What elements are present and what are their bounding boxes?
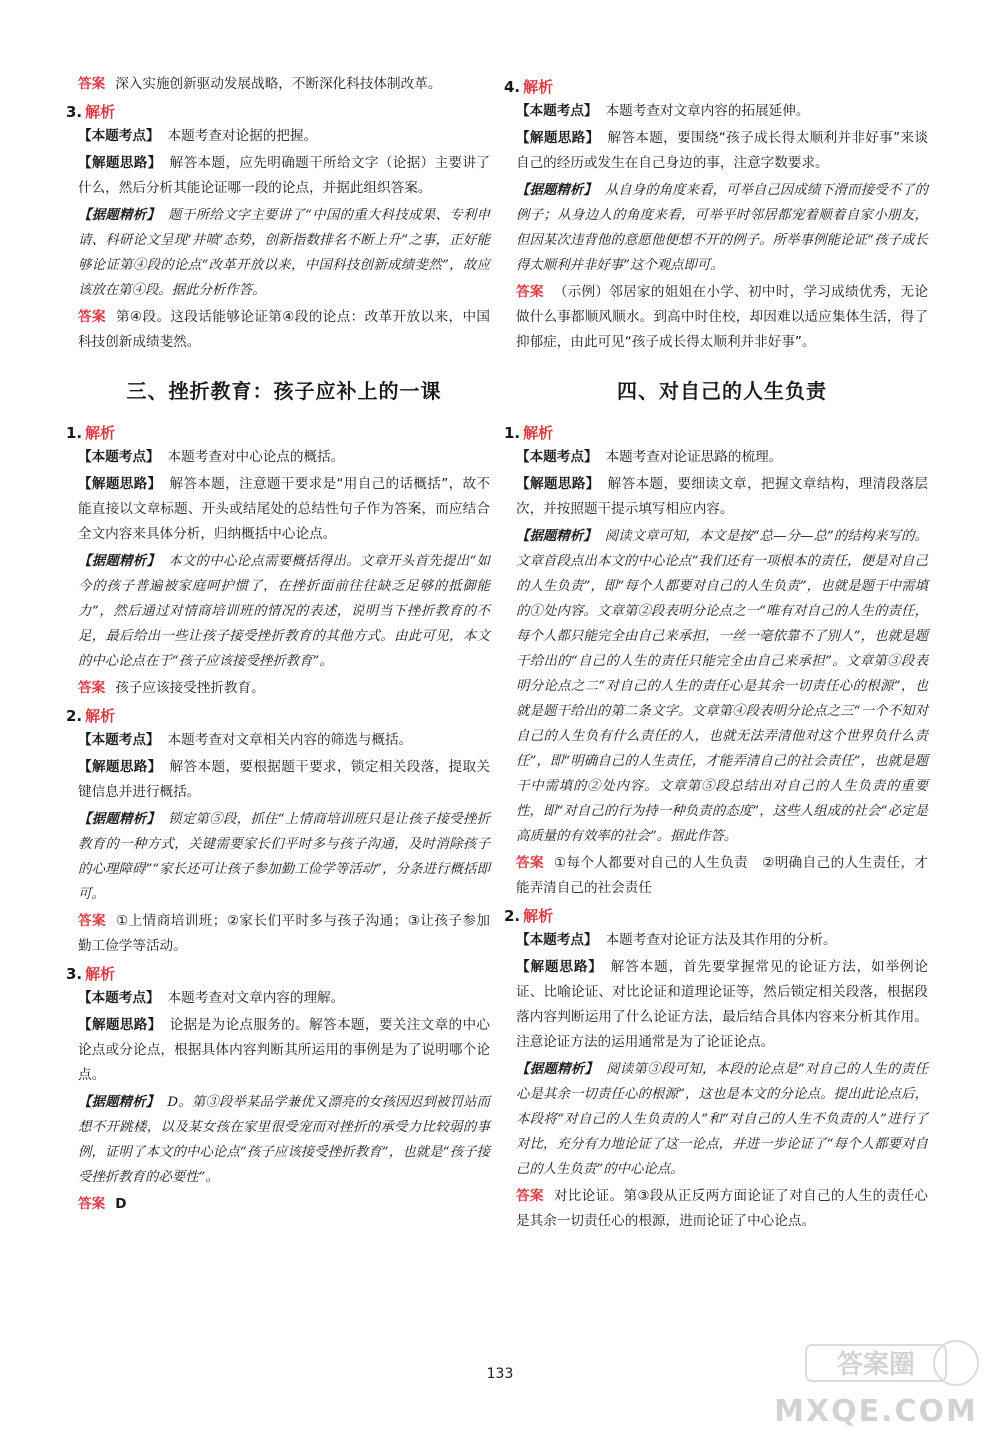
analysis-paragraph (78, 728, 490, 753)
answer-paragraph (516, 280, 928, 355)
paragraph-tag: 【据题精析】 (516, 528, 597, 544)
analysis-label: 解析 (85, 424, 116, 442)
paragraph-text: 题干所给文字主要讲了“中国的重大科技成果、专利申请、科研论文呈现‘井喷’态势，创新指数排名不断上升”之事，正好能够论证第④段的论点“改革开放以来，中国科技创新成绩斐然”，故应该放在第④段。据此分析作答。 (78, 208, 490, 298)
paragraph-text: D。第③段举某品学兼优又漂亮的女孩因迟到被罚站而想不开跳楼，以及某女孩在家里很受宠而对挫折的承受力比较弱的事例，证明了本文的中心论点“孩子应该接受挫折教育”，也就是“孩子接受挫折教育的必要性”。 (78, 1095, 491, 1185)
page-number: 133 (486, 1366, 514, 1382)
answer-label: 答案 (78, 680, 106, 696)
analysis-paragraph (78, 1090, 490, 1190)
question-heading (504, 905, 928, 926)
analysis-paragraph (516, 524, 928, 849)
answer-text: 孩子应该接受挫折教育。 (115, 680, 265, 696)
watermark-top-text: 答案圈 (836, 1350, 916, 1380)
paragraph-text: 本题考查对文章内容的理解。 (167, 990, 345, 1006)
paragraph-tag: 【本题考点】 (78, 128, 160, 144)
paragraph-text: 本题考查对中心论点的概括。 (167, 449, 345, 465)
question-heading (504, 422, 928, 443)
paragraph-text: 解答本题，注意题干要求是“用自己的话概括”，故不能直接以文章标题、开头或结尾处的总结性句子作为答案，而应结合全文内容来具体分析，归纳概括中心论点。 (78, 476, 490, 542)
paragraph-text: 解答本题，首先要掌握常见的论证方法，如举例论证、比喻论证、对比论证和道理论证等，然后锁定相关段落，根据段落内容判断运用了什么论证方法，最后结合具体内容来分析其作用。注意论证方法的运用通常是为了论证论点。 (516, 959, 929, 1050)
analysis-paragraph (78, 151, 490, 201)
paragraph-text: 本题考查对论证思路的梳理。 (605, 449, 783, 465)
analysis-paragraph (516, 178, 928, 278)
section-title: 三、挫折教育：孩子应补上的一课 (126, 379, 442, 403)
analysis-paragraph (516, 445, 928, 470)
paragraph-tag: 【据题精析】 (78, 811, 161, 827)
answer-text: 第④段。这段话能够论证第④段的论点：改革开放以来，中国科技创新成绩斐然。 (78, 309, 491, 350)
analysis-paragraph (516, 126, 928, 176)
analysis-paragraph (78, 124, 490, 149)
analysis-paragraph (78, 203, 490, 303)
question-number: 3. (66, 103, 83, 121)
paragraph-tag: 【解题思路】 (516, 130, 600, 146)
question-number: 3. (66, 965, 83, 983)
paragraph-text: 解答本题，要根据题干要求，锁定相关段落，提取关键信息并进行概括。 (78, 759, 491, 800)
question-heading (66, 705, 490, 726)
analysis-paragraph (78, 445, 490, 470)
analysis-paragraph (516, 1057, 928, 1182)
answer-paragraph (516, 1184, 928, 1234)
paragraph-text: 锁定第⑤段，抓住“上情商培训班只是让孩子接受挫折教育的一种方式，关键需要家长们平时多与孩子沟通，及时消除孩子的心理障碍”“家长还可让孩子参加勤工俭学等活动”，分条进行概括即可。 (78, 812, 490, 902)
question-heading (504, 76, 928, 97)
paragraph-tag: 【解题思路】 (78, 476, 162, 492)
analysis-paragraph (516, 99, 928, 124)
answer-label: 答案 (516, 284, 544, 300)
paragraph-tag: 【本题考点】 (516, 449, 598, 465)
answer-label: 答案 (78, 913, 107, 929)
paragraph-tag: 【本题考点】 (516, 932, 598, 948)
paragraph-text: 本题考查对论证方法及其作用的分析。 (605, 932, 837, 948)
watermark-bottom-text: MXQE.COM (774, 1394, 978, 1429)
paragraph-tag: 【解题思路】 (78, 759, 162, 775)
paragraph-tag: 【本题考点】 (516, 103, 598, 119)
paragraph-tag: 【解题思路】 (516, 959, 603, 975)
paragraph-text: 解答本题，应先明确题干所给文字（论据）主要讲了什么，然后分析其能论证哪一段的论点，并据此组织答案。 (78, 155, 491, 196)
paragraph-tag: 【据题精析】 (78, 207, 161, 223)
analysis-label: 解析 (523, 907, 554, 925)
paragraph-text: 阅读第③段可知，本段的论点是“对自己的人生的责任心是其余一切责任心的根源”，这也是本文的分论点。提出此论点后，本段将“对自己的人生负责的人”和“对自己的人生不负责的人”进行了对比，充分有力地论证了这一论点，并进一步论证了“每个人都要对自己的人生负责”的中心论点。 (516, 1062, 928, 1177)
question-heading (66, 101, 490, 122)
analysis-paragraph (516, 472, 928, 522)
question-number: 2. (66, 707, 83, 725)
answer-paragraph (78, 1192, 490, 1217)
answer-paragraph (78, 72, 490, 97)
paragraph-text: 解答本题，要细读文章，把握文章结构，理清段落层次，并按照题干提示填写相应内容。 (516, 476, 929, 517)
paragraph-text: 本题考查对文章内容的拓展延伸。 (605, 103, 810, 119)
paragraph-text: 本题考查对文章相关内容的筛选与概括。 (167, 732, 413, 748)
watermark-logo (766, 1333, 986, 1433)
answer-text: ①上情商培训班；②家长们平时多与孩子沟通；③让孩子参加勤工俭学等活动。 (78, 913, 490, 954)
paragraph-text: 论据是为论点服务的。解答本题，要关注文章的中心论点或分论点，根据具体内容判断其所运用的事例是为了说明哪个论点。 (78, 1017, 491, 1083)
answer-label: 答案 (78, 76, 106, 92)
question-number: 1. (504, 424, 521, 442)
paragraph-text: 从自身的角度来看，可举自己因成绩下滑而接受不了的例子；从身边人的角度来看，可举平时邻居都宠着顺着自家小朋友，但因某次违背他的意愿他便想不开的例子。所举事例能论证“孩子成长得太顺利并非好事”这个观点即可。 (516, 183, 929, 273)
paragraph-tag: 【解题思路】 (78, 1017, 162, 1033)
paragraph-text: 阅读文章可知，本文是按“总—分—总”的结构来写的。文章首段点出本文的中心论点“我们还有一项根本的责任，便是对自己的人生负责”，即“每个人都要对自己的人生负责”，也就是题干中需填的①处内容。文章第②段表明分论点之一“唯有对自己的人生的责任，每个人都只能完全由自己来承担，一丝一毫依靠不了别人”，也就是题干给出的“自己的人生的责任只能完全由自己来承担”。文章第③段表明分论点之二“对自己的人生的责任心是其余一切责任心的根源”，也就是题干给出的第二条文字。文章第④段表明分论点之三“一个不知对自己的人生负有什么责任的人，也就无法弄清他对这个世界负什么责任”，即“明确自己的人生责任，才能弄清自己的社会责任”，也就是题干中需填的②处内容。文章第⑤段总结出对自己的人生负责的重要性，即“对自己的行为持一种负责的态度”，这些人组成的社会“必定是高质量的有效率的社会”。据此作答。 (516, 529, 928, 844)
analysis-paragraph (78, 755, 490, 805)
answer-text: ①每个人都要对自己的人生负责 ②明确自己的人生责任，才能弄清自己的社会责任 (516, 855, 929, 896)
analysis-paragraph (516, 928, 928, 953)
question-heading (66, 963, 490, 984)
paragraph-text: 解答本题，要围绕“孩子成长得太顺利并非好事”来谈自己的经历或发生在自己身边的事，注意字数要求。 (516, 130, 928, 171)
paragraph-text: 本题考查对论据的把握。 (167, 128, 318, 144)
paragraph-tag: 【据题精析】 (516, 182, 597, 198)
analysis-label: 解析 (85, 965, 116, 983)
paragraph-tag: 【本题考点】 (78, 990, 160, 1006)
answer-label: 答案 (516, 1188, 544, 1204)
answer-paragraph (78, 305, 490, 355)
question-number: 1. (66, 424, 83, 442)
left-column (66, 72, 491, 1219)
analysis-paragraph (78, 807, 490, 907)
answer-text: （示例）邻居家的姐姐在小学、初中时，学习成绩优秀，无论做什么事都顺风顺水。到高中时住校，却因难以适应集体生活，得了抑郁症，由此可见“孩子成长得太顺利并非好事”。 (516, 284, 929, 350)
analysis-label: 解析 (523, 424, 554, 442)
answer-label: 答案 (78, 309, 106, 325)
paragraph-tag: 【据题精析】 (78, 553, 161, 569)
paragraph-tag: 【据题精析】 (516, 1061, 599, 1077)
answer-label: 答案 (78, 1196, 106, 1212)
answer-label: 答案 (516, 855, 544, 871)
paragraph-tag: 【解题思路】 (516, 476, 600, 492)
paragraph-tag: 【本题考点】 (78, 732, 160, 748)
analysis-label: 解析 (523, 78, 554, 96)
analysis-paragraph (516, 955, 928, 1055)
analysis-paragraph (78, 549, 490, 674)
analysis-label: 解析 (85, 103, 116, 121)
analysis-paragraph (78, 472, 490, 547)
answer-paragraph (78, 676, 490, 701)
analysis-label: 解析 (85, 707, 116, 725)
question-number: 4. (504, 78, 521, 96)
paragraph-tag: 【据题精析】 (78, 1094, 160, 1110)
analysis-paragraph (78, 986, 490, 1011)
right-column (504, 72, 929, 1236)
answer-text: D (115, 1196, 127, 1212)
question-heading (66, 422, 490, 443)
answer-text: 深入实施创新驱动发展战略，不断深化科技体制改革。 (115, 76, 442, 92)
paragraph-tag: 【解题思路】 (78, 155, 162, 171)
question-number: 2. (504, 907, 521, 925)
answer-text: 对比论证。第③段从正反两方面论证了对自己的人生的责任心是其余一切责任心的根源，进而论证了中心论点。 (516, 1188, 928, 1229)
paragraph-tag: 【本题考点】 (78, 449, 160, 465)
answer-paragraph (78, 909, 490, 959)
section-title: 四、对自己的人生负责 (617, 379, 827, 403)
analysis-paragraph (78, 1013, 490, 1088)
paragraph-text: 本文的中心论点需要概括得出。文章开头首先提出“如今的孩子普遍被家庭呵护惯了，在挫折面前往往缺乏足够的抵御能力”，然后通过对情商培训班的情况的表述，说明当下挫折教育的不足，最后给出一些让孩子接受挫折教育的其他方式。由此可见，本文的中心论点在于“孩子应该接受挫折教育”。 (78, 554, 490, 669)
answer-paragraph (516, 851, 928, 901)
